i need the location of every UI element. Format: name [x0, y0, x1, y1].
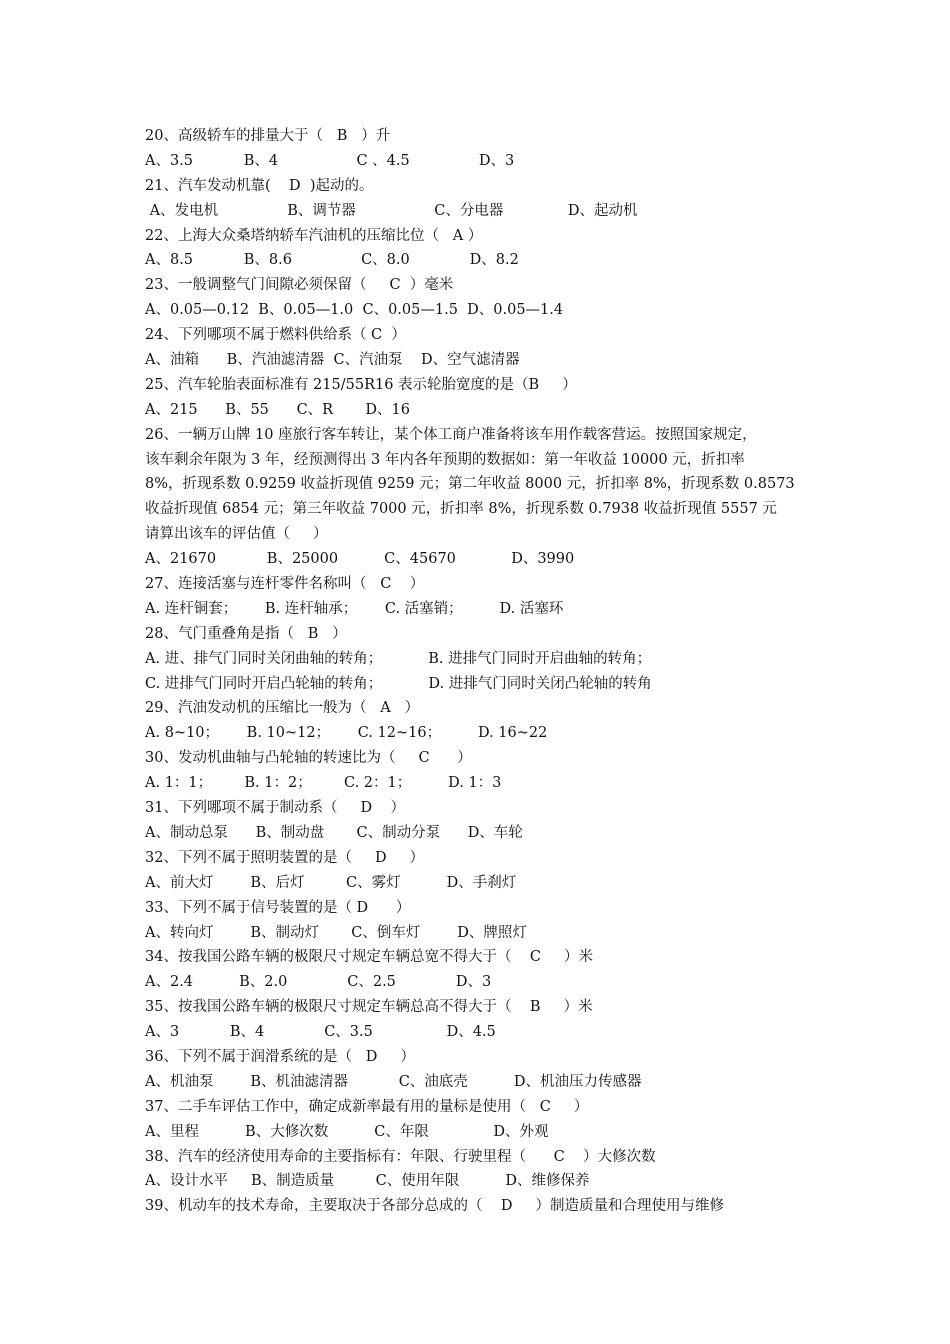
text-line: 26、一辆万山牌 10 座旅行客车转让，某个体工商户准备将该车用作载客营运。按照国家规定， — [145, 426, 757, 443]
text-line: 32、下列不属于照明装置的是（ D ） — [145, 849, 425, 866]
text-line: 8%，折现系数 0.9259 收益折现值 9259 元；第二年收益 8000 元，折扣率 8%，折现系数 0.8573 — [145, 476, 795, 493]
answer-options-line: A. 连杆铜套； B. 连杆轴承； C. 活塞销； D. 活塞环 — [145, 600, 564, 617]
text-line: 38、汽车的经济使用寿命的主要指标有：年限、行驶里程（ C ）大修次数 — [145, 1148, 656, 1165]
answer-options-line: A、转向灯 B、制动灯 C、倒车灯 D、牌照灯 — [145, 924, 527, 941]
text-line: 收益折现值 6854 元；第三年收益 7000 元，折扣率 8%，折现系数 0.7938 收益折现值 5557 元 — [145, 501, 777, 518]
answer-options-line: A、215 B、55 C、R D、16 — [145, 401, 410, 418]
answer-options-line: A、3.5 B、4 C 、4.5 D、3 — [145, 152, 515, 169]
question-list — [145, 124, 835, 1219]
answer-options-line: A、0.05—0.12 B、0.05—1.0 C、0.05—1.5 D、0.05—1.4 — [145, 302, 564, 319]
answer-options-line: A、3 B、4 C、3.5 D、4.5 — [145, 1024, 496, 1041]
text-line: 25、汽车轮胎表面标准有 215/55R16 表示轮胎宽度的是（B ） — [145, 376, 577, 393]
text-line: 39、机动车的技术寿命，主要取决于各部分总成的（ D ）制造质量和合理使用与维修 — [145, 1198, 725, 1215]
text-line: 33、下列不属于信号装置的是（ D ） — [145, 899, 411, 916]
text-line: 34、按我国公路车辆的极限尺寸规定车辆总宽不得大于（ C ）米 — [145, 949, 594, 966]
answer-options-line: A、机油泵 B、机油滤清器 C、油底壳 D、机油压力传感器 — [145, 1073, 642, 1090]
answer-options-line: A、里程 B、大修次数 C、年限 D、外观 — [145, 1123, 549, 1140]
text-line: 30、发动机曲轴与凸轮轴的转速比为（ C ） — [145, 750, 472, 767]
answer-options-line: A、油箱 B、汽油滤清器 C、汽油泵 D、空气滤清器 — [145, 352, 520, 369]
answer-options-line: A、8.5 B、8.6 C、8.0 D、8.2 — [145, 252, 519, 269]
text-line: 37、二手车评估工作中，确定成新率最有用的量标是使用（ C ） — [145, 1098, 589, 1115]
text-line: 27、连接活塞与连杆零件名称叫（ C ） — [145, 576, 425, 593]
text-line: 22、上海大众桑塔纳轿车汽油机的压缩比位（ A ） — [145, 227, 483, 244]
text-line: 24、下列哪项不属于燃料供给系（ C ） — [145, 327, 406, 344]
answer-options-line: A、设计水平 B、制造质量 C、使用年限 D、维修保养 — [145, 1173, 590, 1190]
text-line: 23、一般调整气门间隙必须保留（ C ）毫米 — [145, 277, 454, 294]
answer-options-line: A、制动总泵 B、制动盘 C、制动分泵 D、车轮 — [145, 824, 523, 841]
text-line: 29、汽油发动机的压缩比一般为（ A ） — [145, 700, 420, 717]
answer-options-line: A、发电机 B、调节器 C、分电器 D、起动机 — [145, 202, 638, 219]
answer-options-line: C. 进排气门同时开启凸轮轴的转角； D. 进排气门同时关闭凸轮轴的转角 — [145, 675, 652, 692]
text-line: 请算出该车的评估值（ ） — [145, 526, 328, 543]
answer-options-line: A、前大灯 B、后灯 C、雾灯 D、手刹灯 — [145, 874, 517, 891]
text-line: 31、下列哪项不属于制动系（ D ） — [145, 800, 406, 817]
text-line: 35、按我国公路车辆的极限尺寸规定车辆总高不得大于（ B ）米 — [145, 999, 593, 1016]
text-line: 21、汽车发动机靠( D )起动的。 — [145, 177, 374, 194]
text-line: 该车剩余年限为 3 年，经预测得出 3 年内各年预期的数据如：第一年收益 10000 元，折扣率 — [145, 451, 745, 468]
answer-options-line: A. 进、排气门同时关闭曲轴的转角； B. 进排气门同时开启曲轴的转角； — [145, 650, 652, 667]
text-line: 36、下列不属于润滑系统的是（ D ） — [145, 1048, 415, 1065]
answer-options-line: A. 8~10； B. 10~12； C. 12~16； D. 16~22 — [145, 725, 548, 742]
answer-options-line: A、2.4 B、2.0 C、2.5 D、3 — [145, 974, 492, 991]
text-line: 20、高级轿车的排量大于（ B ）升 — [145, 128, 391, 144]
answer-options-line: A、21670 B、25000 C、45670 D、3990 — [145, 551, 575, 568]
answer-options-line: A. 1：1； B. 1：2； C. 2：1； D. 1：3 — [145, 775, 502, 792]
text-line: 28、气门重叠角是指（ B ） — [145, 625, 347, 642]
